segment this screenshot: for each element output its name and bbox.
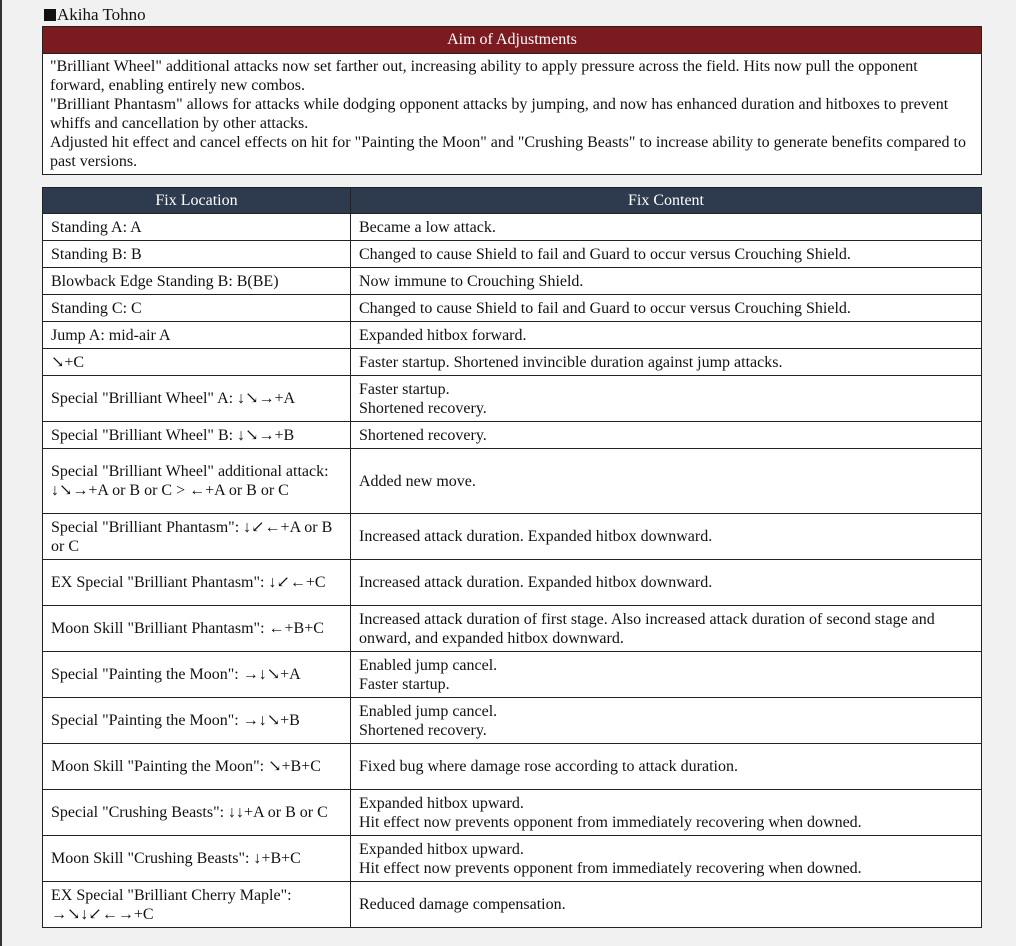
fix-content-line: Faster startup. Shortened invincible duration against jump attacks. bbox=[359, 353, 783, 371]
character-heading bbox=[44, 5, 146, 25]
fix-location-cell: Special "Brilliant Wheel" B: ↓↘→+B bbox=[43, 422, 351, 449]
aim-paragraph: "Brilliant Wheel" additional attacks now set farther out, increasing ability to apply pressure across the field. Hits now pull the opponent forward, enabling entirely new combos. bbox=[50, 58, 918, 94]
fix-content-cell bbox=[351, 241, 982, 268]
table-row bbox=[43, 790, 982, 836]
fix-location-cell: Special "Brilliant Wheel" A: ↓↘→+A bbox=[43, 376, 351, 422]
fix-content-cell bbox=[351, 349, 982, 376]
fix-content-line: Shortened recovery. bbox=[359, 721, 487, 739]
fix-content-cell bbox=[351, 376, 982, 422]
table-row bbox=[43, 882, 982, 928]
window-edge bbox=[0, 0, 2, 946]
table-row bbox=[43, 606, 982, 652]
fix-content-line: Faster startup. bbox=[359, 380, 450, 398]
fix-location-cell: Moon Skill "Painting the Moon": ↘+B+C bbox=[43, 744, 351, 790]
fix-content-cell bbox=[351, 214, 982, 241]
fix-content-line: Hit effect now prevents opponent from immediately recovering when downed. bbox=[359, 859, 862, 877]
fix-location-cell: Blowback Edge Standing B: B(BE) bbox=[43, 268, 351, 295]
fix-content-cell bbox=[351, 836, 982, 882]
fix-location-cell: Moon Skill "Crushing Beasts": ↓+B+C bbox=[43, 836, 351, 882]
fix-content-line: Shortened recovery. bbox=[359, 426, 487, 444]
table-row bbox=[43, 268, 982, 295]
character-name: Akiha Tohno bbox=[57, 5, 146, 24]
table-row bbox=[43, 349, 982, 376]
fix-location-cell: Special "Brilliant Wheel" additional attack: ↓↘→+A or B or C > ←+A or B or C bbox=[43, 449, 351, 514]
fix-content-cell bbox=[351, 790, 982, 836]
table-row bbox=[43, 214, 982, 241]
fix-content-cell bbox=[351, 514, 982, 560]
fix-content-cell bbox=[351, 449, 982, 514]
aim-header: Aim of Adjustments bbox=[43, 27, 981, 54]
fix-location-cell: Special "Painting the Moon": →↓↘+B bbox=[43, 698, 351, 744]
square-bullet-icon bbox=[44, 9, 56, 21]
fix-content-line: Hit effect now prevents opponent from immediately recovering when downed. bbox=[359, 813, 862, 831]
fix-location-cell: Standing A: A bbox=[43, 214, 351, 241]
aim-paragraph: Adjusted hit effect and cancel effects on hit for "Painting the Moon" and "Crushing Beasts" to increase ability to generate benefits compared to past versions. bbox=[50, 134, 966, 170]
fix-content-line: Enabled jump cancel. bbox=[359, 702, 498, 720]
fix-location-cell: Special "Brilliant Phantasm": ↓↙←+A or B or C bbox=[43, 514, 351, 560]
table-row bbox=[43, 744, 982, 790]
table-body bbox=[43, 214, 982, 928]
fix-location-cell: Special "Painting the Moon": →↓↘+A bbox=[43, 652, 351, 698]
table-row bbox=[43, 422, 982, 449]
fix-location-cell: Special "Crushing Beasts": ↓↓+A or B or C bbox=[43, 790, 351, 836]
fix-content-cell bbox=[351, 560, 982, 606]
fix-content-line: Now immune to Crouching Shield. bbox=[359, 272, 584, 290]
fix-location-cell: Standing C: C bbox=[43, 295, 351, 322]
table-row bbox=[43, 560, 982, 606]
fix-content-line: Shortened recovery. bbox=[359, 399, 487, 417]
fix-content-cell bbox=[351, 322, 982, 349]
table-row bbox=[43, 449, 982, 514]
column-header-fix-location: Fix Location bbox=[43, 188, 351, 214]
table-row bbox=[43, 376, 982, 422]
fix-location-cell: EX Special "Brilliant Phantasm": ↓↙←+C bbox=[43, 560, 351, 606]
fix-content-line: Faster startup. bbox=[359, 675, 450, 693]
aim-of-adjustments-box bbox=[42, 26, 982, 175]
fix-content-cell bbox=[351, 652, 982, 698]
fix-table bbox=[42, 187, 982, 928]
fix-location-cell: ↘+C bbox=[43, 349, 351, 376]
fix-content-cell bbox=[351, 422, 982, 449]
fix-content-line: Increased attack duration of first stage. Also increased attack duration of second stage and onward, and expanded hitbox downward. bbox=[359, 610, 935, 647]
table-row bbox=[43, 514, 982, 560]
fix-content-line: Enabled jump cancel. bbox=[359, 656, 498, 674]
fix-content-line: Changed to cause Shield to fail and Guard to occur versus Crouching Shield. bbox=[359, 245, 851, 263]
table-row bbox=[43, 836, 982, 882]
fix-content-cell bbox=[351, 606, 982, 652]
fix-content-cell bbox=[351, 268, 982, 295]
table-row bbox=[43, 698, 982, 744]
fix-location-cell: EX Special "Brilliant Cherry Maple": →↘↓↙←→+C bbox=[43, 882, 351, 928]
fix-content-cell bbox=[351, 698, 982, 744]
fix-content-line: Changed to cause Shield to fail and Guard to occur versus Crouching Shield. bbox=[359, 299, 851, 317]
table-row bbox=[43, 295, 982, 322]
aim-body bbox=[43, 54, 981, 174]
aim-paragraph: "Brilliant Phantasm" allows for attacks while dodging opponent attacks by jumping, and now has enhanced duration and hitboxes to prevent whiffs and cancellation by other attacks. bbox=[50, 96, 949, 132]
column-header-fix-content: Fix Content bbox=[351, 188, 982, 214]
fix-location-cell: Moon Skill "Brilliant Phantasm": ←+B+C bbox=[43, 606, 351, 652]
fix-content-cell bbox=[351, 744, 982, 790]
fix-content-line: Expanded hitbox forward. bbox=[359, 326, 527, 344]
table-row bbox=[43, 652, 982, 698]
fix-content-line: Increased attack duration. Expanded hitbox downward. bbox=[359, 574, 713, 591]
fix-content-line: Fixed bug where damage rose according to attack duration. bbox=[359, 758, 738, 775]
fix-content-line: Expanded hitbox upward. bbox=[359, 840, 524, 858]
fix-location-cell: Jump A: mid-air A bbox=[43, 322, 351, 349]
table-row bbox=[43, 241, 982, 268]
fix-content-cell bbox=[351, 295, 982, 322]
table-header-row bbox=[43, 188, 982, 214]
fix-content-line: Added new move. bbox=[359, 472, 476, 490]
fix-content-cell bbox=[351, 882, 982, 928]
fix-content-line: Expanded hitbox upward. bbox=[359, 794, 524, 812]
table-row bbox=[43, 322, 982, 349]
fix-location-cell: Standing B: B bbox=[43, 241, 351, 268]
fix-content-line: Increased attack duration. Expanded hitbox downward. bbox=[359, 528, 713, 545]
fix-content-line: Became a low attack. bbox=[359, 218, 496, 236]
fix-content-line: Reduced damage compensation. bbox=[359, 896, 566, 913]
